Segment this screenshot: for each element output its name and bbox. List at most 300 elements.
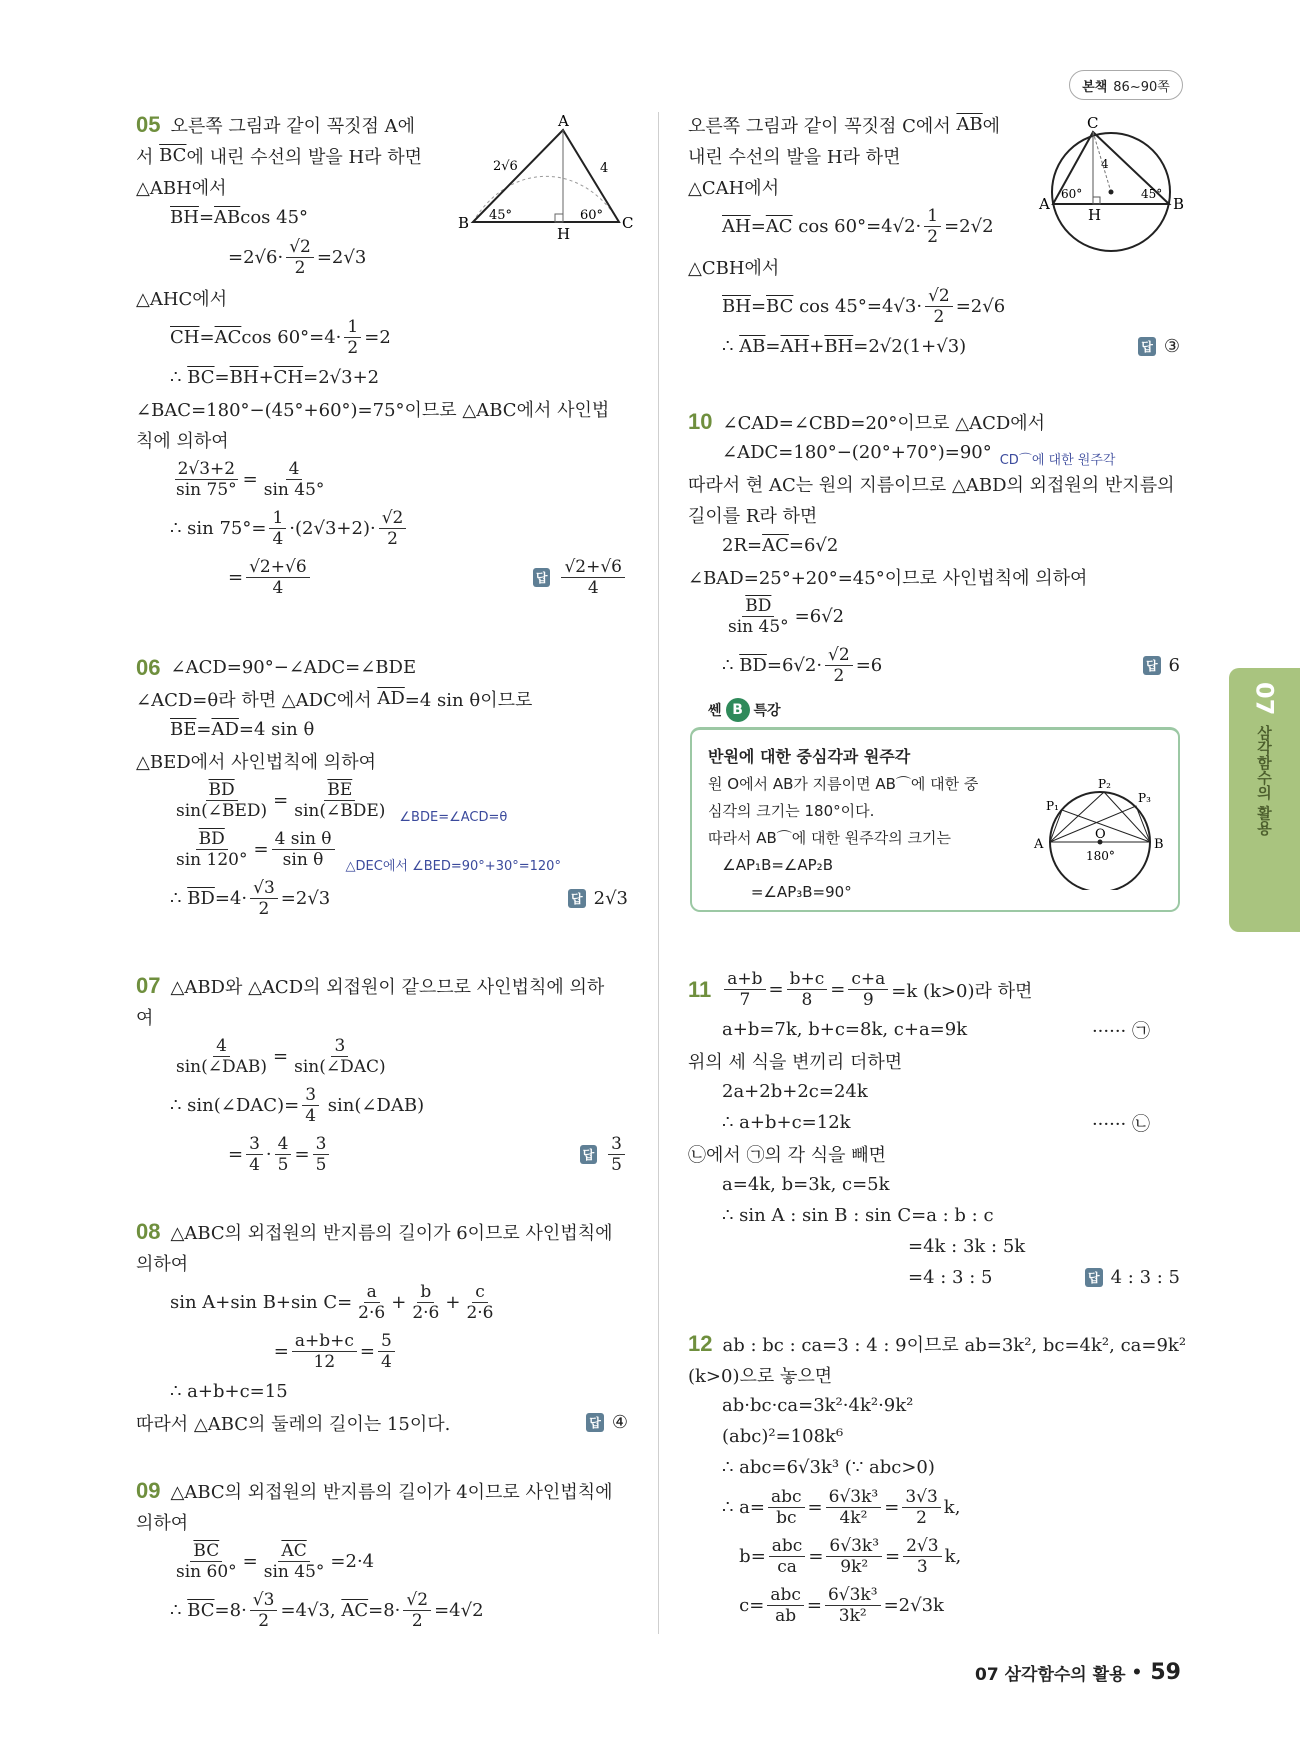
solution-line [136, 1001, 628, 1032]
math-text: = [750, 296, 767, 317]
fraction [379, 508, 407, 549]
answer [1143, 655, 1180, 676]
math-text: =4√2 [434, 1600, 484, 1621]
denominator: bc [776, 1508, 797, 1528]
fraction [302, 1085, 319, 1126]
triangle-figure-05 [455, 112, 645, 247]
solution-line [136, 455, 628, 504]
solution-line [688, 1452, 1180, 1483]
fraction [725, 596, 792, 637]
svg-text:A: A [558, 112, 569, 130]
math-text: 2√3 [593, 888, 628, 909]
column-divider [658, 112, 659, 1634]
special-lecture-box [690, 727, 1180, 912]
math-text: =6√2 [788, 535, 839, 556]
math-text: ∠CAD=∠CBD=20°이므로 △ACD에서 [722, 412, 1046, 434]
solution-line [136, 1537, 628, 1586]
overlined-segment: $\overline{BE}$ [170, 719, 197, 740]
solution-line [136, 1216, 628, 1247]
denominator: 2·6 [358, 1303, 386, 1323]
denominator: 2 [258, 899, 270, 919]
math-text: ∠BAD=25°+20°=45°이므로 사인법칙에 의하여 [688, 567, 1088, 589]
math-text: = [253, 839, 269, 860]
math-text: △CAH에서 [688, 177, 780, 199]
solution-line [136, 1130, 628, 1179]
solution-line [136, 970, 628, 1001]
overlined-segment: $\overline{AC}$ [341, 1600, 369, 1621]
solution-line [688, 1014, 1180, 1045]
math-text: sin(∠DAB) [322, 1095, 425, 1116]
solution-line [136, 714, 628, 745]
denominator: sin 45° [263, 1562, 325, 1582]
fraction [292, 1331, 357, 1372]
math-text: =6 [855, 655, 883, 676]
denominator: 2·6 [412, 1303, 440, 1323]
solution-line [688, 331, 1180, 362]
numerator: 3 [608, 1134, 625, 1155]
solution-line [688, 468, 1180, 499]
solution-line [136, 504, 628, 553]
answer [1138, 336, 1180, 357]
fraction [173, 459, 240, 500]
fraction [173, 829, 250, 870]
numerator: 4 [213, 1036, 230, 1057]
math-text: 의하여 [136, 1253, 189, 1275]
problem-12 [688, 1328, 1187, 1630]
math-text: ∴ sin 75°= [170, 518, 267, 539]
math-text: 내린 수선의 발을 H라 하면 [688, 146, 901, 168]
numerator: 6√3k³ [825, 1585, 881, 1606]
fraction [403, 1590, 431, 1631]
solution-line [136, 776, 628, 825]
solution-line [136, 1475, 628, 1506]
fraction [313, 1134, 330, 1175]
overlined-segment: $\overline{BC}$ [187, 1600, 215, 1621]
denominator: sin 45° [728, 617, 789, 637]
math-text: =2√2(1+√3) [853, 336, 967, 357]
solution-line [136, 553, 628, 602]
overlined-segment: $\overline{BC}$ [766, 296, 794, 317]
overlined-segment: $\overline{AH}$ [722, 216, 751, 237]
denominator: 2 [411, 1611, 423, 1631]
denominator: sin(∠DAC) [294, 1057, 386, 1077]
math-text: =6√2· [766, 655, 823, 676]
fraction [173, 1036, 270, 1077]
denominator: 5 [611, 1155, 622, 1175]
solution-line [136, 874, 628, 923]
solution-line [688, 1231, 1180, 1262]
numerator: 3 [302, 1085, 319, 1106]
numerator: 2√3 [903, 1536, 941, 1557]
fraction [378, 1331, 395, 1372]
fraction [767, 1585, 804, 1626]
math-text: ④ [611, 1412, 628, 1433]
numerator: 6√3k³ [826, 1487, 882, 1508]
math-text: ∴ sin(∠DAC)= [170, 1095, 300, 1116]
fraction [173, 780, 270, 821]
fraction [825, 645, 853, 686]
numerator: √2+√6 [561, 557, 625, 578]
solution-line [688, 499, 1180, 530]
math-text: △ABC의 외접원의 반지름의 길이가 4이므로 사인법칙에 [170, 1481, 613, 1503]
overlined-segment: $\overline{BD}$ [739, 655, 767, 676]
math-text: b= [722, 1546, 766, 1567]
denominator: sin 60° [176, 1562, 237, 1582]
math-text: 오른쪽 그림과 같이 꼭짓점 C에서 [688, 115, 957, 137]
svg-text:4: 4 [1101, 157, 1109, 171]
numerator: $\overline{AC}$ [278, 1541, 309, 1562]
math-text: =2√2 [944, 216, 994, 237]
overlined-segment: $\overline{AC}$ [762, 535, 789, 556]
svg-text:C: C [622, 214, 634, 232]
denominator: 2 [387, 529, 398, 549]
denominator: 5 [315, 1155, 327, 1175]
math-text: 여 [136, 1007, 154, 1029]
solution-line [136, 745, 628, 776]
solution-line [136, 1407, 628, 1438]
math-text: =2√3+2 [303, 367, 380, 388]
math-text: = [214, 367, 230, 388]
fraction [463, 1282, 496, 1323]
fraction [903, 1536, 941, 1577]
math-text: = [228, 1341, 289, 1362]
math-text: ∴ [170, 367, 188, 388]
box-line: 원 O에서 AB가 지름이면 AB⌒에 대한 중 [708, 775, 979, 793]
math-text: ∴ sin A : sin B : sin C=a : b : c [722, 1205, 994, 1226]
problem-09 [136, 1475, 628, 1635]
solution-line [688, 406, 1180, 437]
solution-line [136, 1327, 628, 1376]
answer-badge: 답 [568, 889, 586, 908]
solution-line [688, 1421, 1180, 1452]
numerator: √2 [925, 286, 953, 307]
svg-text:A: A [1039, 195, 1050, 213]
math-text: =4· [214, 888, 248, 909]
answer-badge: 답 [586, 1413, 604, 1432]
annotation-note: △DEC에서 ∠BED=90°+30°=120° [345, 859, 561, 874]
math-text: △CBH에서 [688, 257, 780, 279]
box-title: 반원에 대한 중심각과 원주각 [708, 747, 911, 766]
textbook-page-reference [1069, 70, 1183, 100]
solution-line [688, 1532, 1180, 1581]
footer-chapter: 07 삼각함수의 활용 [975, 1665, 1126, 1685]
denominator: 4k² [839, 1508, 868, 1528]
problem-07 [136, 970, 628, 1179]
svg-text:P₂: P₂ [1098, 777, 1111, 791]
numerator: abc [769, 1536, 806, 1557]
numerator: 3√3 [902, 1487, 940, 1508]
solution-line [688, 1359, 1180, 1390]
special-lecture-brand: 쎈 B 특강 [708, 698, 781, 722]
overlined-segment: $\overline{AC}$ [214, 327, 242, 348]
overlined-segment: $\overline{AD}$ [377, 688, 405, 709]
overlined-segment: $\overline{AD}$ [211, 719, 239, 740]
math-text: =8· [214, 1600, 247, 1621]
solution-line [136, 683, 628, 714]
solution-line [136, 424, 628, 455]
math-text: cos 60°=4√2· [792, 216, 922, 237]
math-text: =k (k>0)라 하면 [891, 980, 1033, 1002]
math-text: c= [722, 1595, 765, 1616]
problem-08 [136, 1216, 628, 1438]
solution-line [136, 362, 628, 393]
fraction [246, 557, 310, 598]
overlined-segment: $\overline{AB}$ [739, 336, 766, 357]
solution-line [688, 1581, 1180, 1630]
denominator: 4 [272, 578, 284, 598]
svg-text:O: O [1095, 827, 1106, 842]
denominator: 9k² [840, 1557, 869, 1577]
denominator: sin θ [282, 850, 324, 870]
overlined-segment: $\overline{CH}$ [273, 367, 304, 388]
denominator: 4 [587, 578, 599, 598]
fraction [261, 459, 328, 500]
svg-text:45°: 45° [1141, 187, 1163, 201]
problem-number: 08 [136, 1218, 161, 1244]
numerator: 3 [313, 1134, 330, 1155]
solution-line [136, 1278, 628, 1327]
fraction [902, 1487, 940, 1528]
fraction [848, 969, 888, 1010]
math-text: △ABC의 외접원의 반지름의 길이가 6이므로 사인법칙에 [170, 1222, 613, 1244]
math-text: △ABH에서 [136, 177, 227, 199]
math-text: 의하여 [136, 1512, 189, 1534]
annotation-note: ∠BDE=∠ACD=θ [399, 810, 508, 825]
denominator: 4 [249, 1155, 260, 1175]
svg-text:B: B [1173, 195, 1185, 213]
math-text: (k>0)으로 놓으면 [688, 1365, 833, 1387]
answer-badge: 답 [1143, 656, 1161, 675]
overlined-segment: $\overline{AB}$ [214, 207, 241, 228]
math-text: = [768, 979, 784, 1000]
math-text: = [765, 336, 781, 357]
solution-line [136, 1081, 628, 1130]
denominator: sin 120° [176, 850, 248, 870]
math-text: ∴ abc=6√3k³ (∵ abc>0) [722, 1457, 935, 1478]
svg-text:60°: 60° [1061, 187, 1083, 201]
solution-line [688, 1076, 1180, 1107]
denominator: 2·6 [466, 1303, 494, 1323]
overlined-segment: $\overline{CH}$ [170, 327, 200, 348]
solution-line [136, 1247, 628, 1278]
fraction [275, 1134, 292, 1175]
fraction [291, 1036, 389, 1077]
denominator: 3k² [838, 1606, 867, 1626]
solution-line [136, 393, 628, 424]
denominator: sin 45° [263, 480, 325, 500]
circle-triangle-figure-09 [1035, 112, 1195, 262]
math-text: 에 [982, 115, 1001, 137]
numerator: $\overline{BD}$ [206, 780, 238, 801]
answer-badge: 답 [1085, 1268, 1103, 1287]
math-text: a=4k, b=3k, c=5k [722, 1174, 890, 1195]
math-text: 길이를 R라 하면 [688, 505, 818, 527]
fraction [291, 780, 388, 821]
numerator: 2√3+2 [175, 459, 239, 480]
math-text: = [196, 719, 212, 740]
problem-number: 06 [136, 654, 161, 680]
numerator: 5 [378, 1331, 395, 1352]
overlined-segment: $\overline{AC}$ [765, 216, 793, 237]
math-text: ∴ [170, 888, 188, 909]
fraction [272, 829, 335, 870]
numerator: b [417, 1282, 434, 1303]
fraction [355, 1282, 388, 1323]
denominator: 12 [313, 1352, 336, 1372]
denominator: 2 [258, 1611, 270, 1631]
math-text: ∴ [170, 1600, 188, 1621]
fraction [409, 1282, 442, 1323]
numerator: √3 [250, 1590, 278, 1611]
numerator: b+c [787, 969, 828, 990]
solution-line [688, 1390, 1180, 1421]
answer [586, 1412, 628, 1433]
solution-line [688, 437, 1180, 468]
book-label: 본책 [1082, 79, 1108, 95]
answer-badge: 답 [533, 568, 551, 587]
math-text: = [199, 327, 215, 348]
fraction [769, 1536, 806, 1577]
box-line: 따라서 AB⌒에 대한 원주각의 크기는 [708, 829, 951, 847]
numerator: √2 [825, 645, 853, 666]
math-text: + [258, 367, 274, 388]
solution-line [136, 652, 628, 683]
solution-line [136, 825, 628, 874]
math-text: 2R= [722, 535, 763, 556]
math-text: =2√3k [883, 1595, 944, 1616]
math-text: = [359, 1341, 375, 1362]
fraction [826, 1536, 882, 1577]
math-text: =8· [368, 1600, 401, 1621]
math-text: ③ [1163, 336, 1180, 357]
math-text: 따라서 △ABC의 둘레의 길이는 15이다. [136, 1413, 451, 1435]
math-text: 2a+2b+2c=24k [722, 1081, 868, 1102]
math-text: △BED에서 사인법칙에 의하여 [136, 751, 376, 773]
svg-text:B: B [1154, 837, 1164, 852]
svg-text:A: A [1034, 837, 1044, 852]
solution-line [688, 1045, 1180, 1076]
math-text: ab : bc : ca=3 : 4 : 9이므로 ab=3k², bc=4k², ca=9k² [722, 1334, 1187, 1356]
math-text: 6 [1168, 655, 1180, 676]
denominator: 2 [927, 227, 939, 247]
math-text: 칙에 의하여 [136, 430, 229, 452]
numerator: 1 [344, 317, 361, 338]
problem-number: 07 [136, 972, 161, 998]
denominator: 8 [801, 990, 813, 1010]
numerator: $\overline{BD}$ [742, 596, 774, 617]
math-text: =4 sin θ이므로 [404, 689, 533, 711]
box-line: 심각의 크기는 180°이다. [708, 802, 875, 820]
answer-badge: 답 [1138, 337, 1156, 356]
fraction [261, 1541, 328, 1582]
svg-text:H: H [557, 225, 571, 243]
overlined-segment: $\overline{AB}$ [956, 114, 983, 135]
numerator: √2+√6 [246, 557, 310, 578]
math-text: = [885, 1546, 901, 1567]
svg-text:180°: 180° [1086, 849, 1115, 863]
svg-text:P₃: P₃ [1138, 791, 1151, 805]
math-text: =4 sin θ [238, 719, 315, 740]
problem-11 [688, 965, 1180, 1293]
denominator: 2 [916, 1508, 927, 1528]
numerator: abc [767, 1585, 804, 1606]
math-text: =6√2 [794, 606, 845, 627]
numerator: 6√3k³ [826, 1536, 882, 1557]
math-text: =4k : 3k : 5k [908, 1236, 1026, 1257]
solution-line [136, 1586, 628, 1635]
solution-line [688, 1328, 1187, 1359]
denominator: ab [775, 1606, 797, 1626]
math-text: · [265, 1144, 272, 1165]
equation-label: ······ ㉡ [1091, 1113, 1150, 1135]
overlined-segment: $\overline{BC}$ [187, 367, 215, 388]
overlined-segment: $\overline{BH}$ [229, 367, 259, 388]
math-text: 오른쪽 그림과 같이 꼭짓점 A에 [170, 115, 416, 137]
math-text: = [273, 790, 289, 811]
numerator: a+b [724, 969, 765, 990]
fraction [250, 878, 278, 919]
fraction [250, 1590, 278, 1631]
denominator: ca [777, 1557, 797, 1577]
equation-label: ······ ㉠ [1091, 1020, 1150, 1042]
math-text: =2·4 [330, 1551, 375, 1572]
math-text: ·(2√3+2)· [289, 518, 376, 539]
svg-text:4: 4 [600, 161, 609, 176]
fraction [269, 508, 286, 549]
math-text: =2 [364, 327, 391, 348]
math-text: ㉡에서 ㉠의 각 식을 빼면 [688, 1144, 886, 1166]
fraction [608, 1134, 625, 1175]
math-text: ∠ACD=θ라 하면 △ADC에서 [136, 689, 378, 711]
math-text: 따라서 현 AC는 원의 지름이므로 △ABD의 외접원의 반지름의 [688, 474, 1175, 496]
numerator: $\overline{BE}$ [324, 780, 355, 801]
solution-line [136, 1376, 628, 1407]
math-text: ∠BAC=180°−(45°+60°)=75°이므로 △ABC에서 사인법 [136, 399, 610, 421]
math-text: k, [944, 1546, 962, 1567]
math-text: = [242, 469, 258, 490]
denominator: 4 [305, 1106, 317, 1126]
math-text: ∴ a+b+c=12k [722, 1112, 851, 1133]
math-text: ∴ [722, 336, 740, 357]
denominator: sin 75° [176, 480, 237, 500]
solution-line [136, 313, 628, 362]
semicircle-figure [1032, 770, 1172, 890]
numerator: 4 [286, 459, 303, 480]
box-line: ∠AP₁B=∠AP₂B [708, 856, 833, 874]
page-number: 59 [1150, 1660, 1181, 1685]
math-text: sin A+sin B+sin C= [170, 1292, 353, 1313]
solution-line [688, 561, 1180, 592]
denominator: 4 [272, 529, 284, 549]
math-text: = [808, 1546, 824, 1567]
math-text: ∠ADC=180°−(20°+70°)=90° [722, 442, 992, 463]
math-text: = [830, 979, 846, 1000]
math-text: cos 60°=4· [241, 327, 342, 348]
denominator: 2 [933, 307, 945, 327]
denominator: sin(∠BED) [176, 801, 268, 821]
math-text: ∴ a= [722, 1497, 765, 1518]
math-text: =2√3 [316, 247, 367, 268]
math-text: △AHC에서 [136, 288, 228, 310]
denominator: 2 [294, 258, 306, 278]
problem-number: 12 [688, 1330, 713, 1356]
solution-line [688, 965, 1180, 1014]
overlined-segment: $\overline{BH}$ [824, 336, 854, 357]
math-text: = [884, 1497, 900, 1518]
fraction [561, 557, 625, 598]
problem-number: 10 [688, 408, 713, 434]
page-footer: 07 삼각함수의 활용 • 59 [975, 1660, 1181, 1685]
